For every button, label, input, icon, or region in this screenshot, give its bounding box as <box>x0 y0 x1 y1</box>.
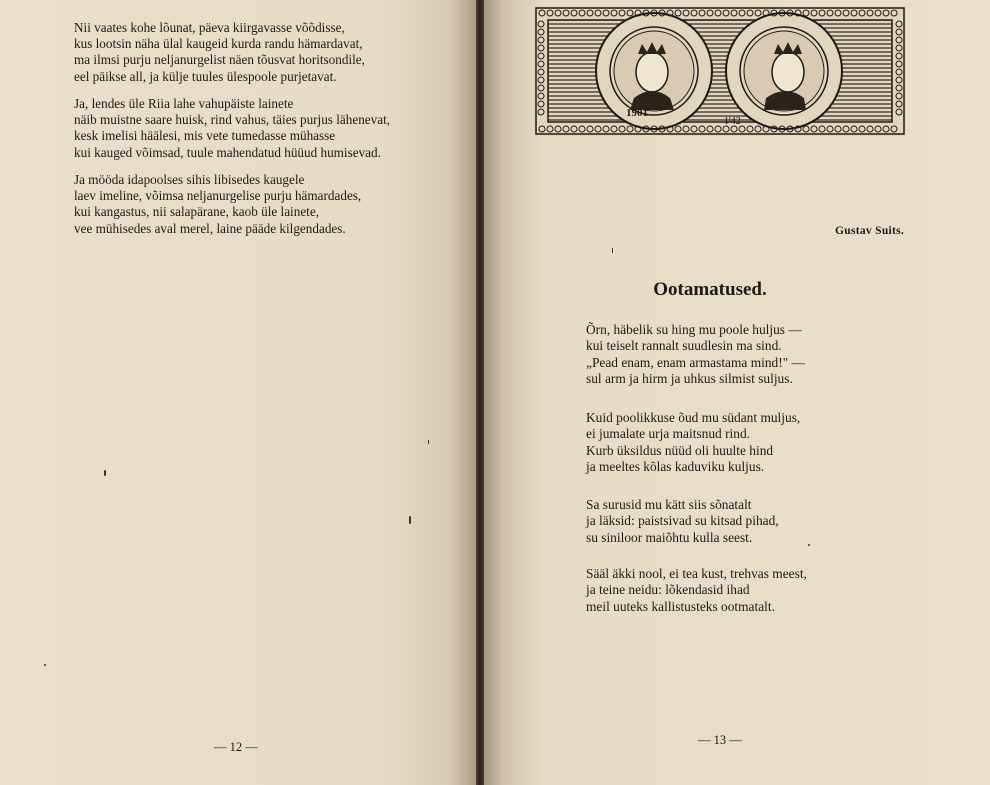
poem-line: Kurb üksildus nüüd oli huulte hind <box>586 442 774 458</box>
poem-line: ja meeltes kõlas kaduviku kuljus. <box>586 459 765 475</box>
poem-line: Ja, lendes üle Riia lahe vahupäiste lainete <box>74 96 294 111</box>
author-name: Gustav Suits. <box>835 225 905 237</box>
poem-line: vee mühisedes aval merel, laine pääde kilgendades. <box>74 220 346 236</box>
poem-line: eel päikse all, ja külje tuules ülespoole purjetavat. <box>74 68 337 84</box>
page-number-right: — 13 — <box>698 733 742 747</box>
poem-line: ja teine neidu: lõkendasid ihad <box>586 582 750 598</box>
left-stanza-1 <box>74 20 365 85</box>
poem-title: Ootamatused. <box>653 279 767 300</box>
poem-line: Sääl äkki nool, ei tea kust, trehvas meest, <box>586 566 807 581</box>
poem-line: Ja mööda idapoolses sihis libisedes kaugele <box>74 172 305 187</box>
medallion-left-year: 1901 <box>626 107 648 119</box>
poem-line: kui kangastus, nii salapärane, kaob üle lainete, <box>74 204 319 220</box>
poem-line: su siniloor maiõhtu kulla seest. <box>586 529 753 545</box>
right-stanza-1 <box>586 322 805 388</box>
poem-line: Õrn, häbelik su hing mu poole huljus — <box>586 322 802 337</box>
poem-line: kui kauged võimsad, tuule mahendatud hüüud humisevad. <box>74 144 381 160</box>
poem-line: laev imeline, võimsa neljanurgelise purju hämardades, <box>74 188 362 204</box>
poem-line: kus lootsin näha ülal kaugeid kurda randu hämardavat, <box>74 36 363 52</box>
right-stanza-3 <box>586 497 779 546</box>
poem-line: meil uuteks kallistusteks ootmatalt. <box>586 598 775 614</box>
poem-line: kui teiselt rannalt suudlesin ma sind. <box>586 338 782 354</box>
medallion-right-mark: 1'42 <box>724 116 741 127</box>
paper-speck <box>612 248 613 253</box>
medallion-portraits-icon <box>534 6 906 136</box>
poem-line: näib muistne saare huisk, rind vahus, täies purjus lähenevat, <box>74 112 391 128</box>
poem-line: ei jumalate urja maitsnud rind. <box>586 426 750 442</box>
paper-speck <box>104 470 106 476</box>
page-number-left: — 12 — <box>214 740 258 754</box>
poem-line: ma ilmsi purju neljanurgelist näen tõusvat horitsondile, <box>74 52 365 68</box>
poem-line: sul arm ja hirm ja uhkus silmist suljus. <box>586 371 793 387</box>
left-stanza-3 <box>74 172 361 237</box>
poem-line: kesk imelisi häälesi, mis vete tumedasse mühasse <box>74 128 336 144</box>
poem-line: Kuid poolikkuse õud mu südant muljus, <box>586 410 801 425</box>
left-stanza-2 <box>74 96 390 161</box>
paper-speck <box>44 664 46 666</box>
paper-speck <box>409 516 411 524</box>
poem-line: ja läksid: paistsivad su kitsad pihad, <box>586 513 779 529</box>
book-gutter <box>476 0 484 785</box>
right-stanza-4 <box>586 566 807 615</box>
paper-speck <box>428 440 429 444</box>
poem-line: „Pead enam, enam armastama mind!" — <box>586 354 805 370</box>
right-stanza-2 <box>586 410 800 476</box>
paper-speck <box>808 544 810 546</box>
poem-line: Sa surusid mu kätt siis sõnatalt <box>586 497 752 512</box>
poem-line: Nii vaates kohe lõunat, päeva kiirgavasse võõdisse, <box>74 20 345 35</box>
